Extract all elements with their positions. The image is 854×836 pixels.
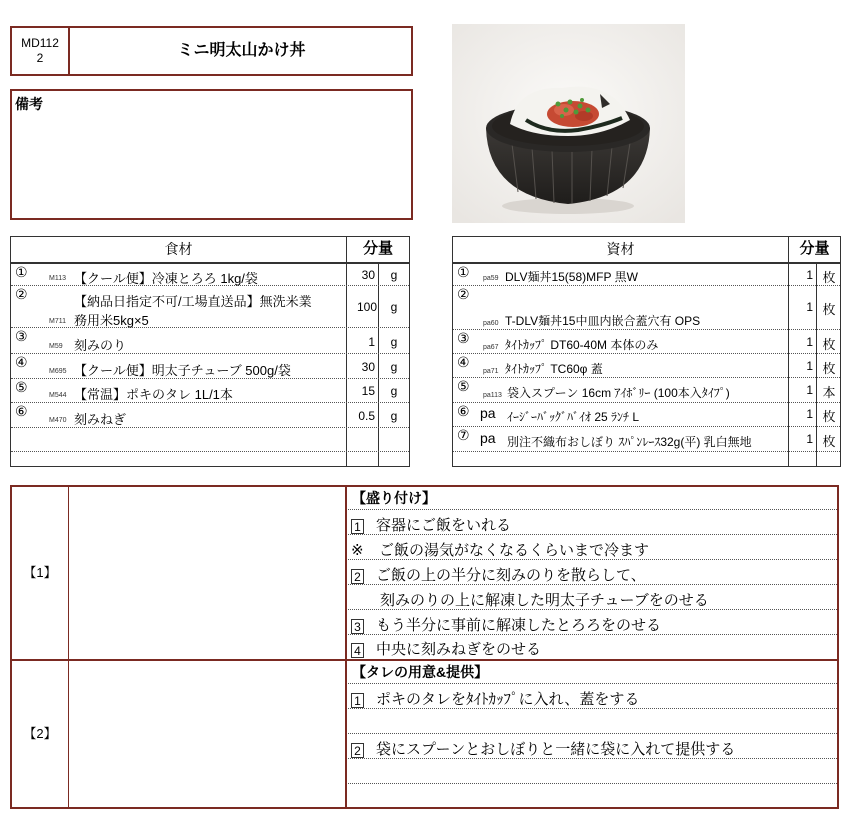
item-name-line1: 【納品日指定不可/工場直送品】無洗米業	[74, 294, 312, 309]
row-number: ④	[15, 354, 28, 370]
step-line	[351, 564, 646, 585]
item-name: ﾀｲﾄｶｯﾌﾟ DT60-40M 本体のみ	[505, 338, 659, 352]
item-code: pa	[480, 405, 496, 421]
item-name: ﾀｲﾄｶｯﾌﾟ TC60φ 蓋	[505, 362, 603, 376]
item-unit: g	[390, 409, 398, 423]
step-line	[351, 638, 541, 659]
item-unit: 枚	[822, 361, 836, 376]
item-unit: 本	[822, 385, 836, 400]
step-number: 2	[351, 569, 364, 584]
item-name: ｲｰｼﾞｰﾊﾞｯｸﾞﾊﾞｲｵ 25 ﾗﾝﾁ L	[507, 410, 640, 424]
item-unit: 枚	[822, 302, 836, 317]
remarks-box	[10, 89, 413, 220]
recipe-code-line1: MD112	[21, 36, 59, 50]
step-label: 【2】	[23, 726, 57, 741]
recipe-header	[10, 26, 413, 76]
item-unit: 枚	[822, 409, 836, 424]
step-line	[380, 589, 709, 610]
step-text: もう半分に事前に解凍したとろろをのせる	[376, 617, 662, 634]
item-unit: 枚	[822, 337, 836, 352]
item-code: M695	[49, 368, 67, 375]
item-qty: 100	[356, 300, 377, 314]
recipe-code-line2: 2	[36, 51, 44, 65]
item-qty: 15	[361, 384, 375, 398]
materials-header-qty: 分量	[799, 240, 830, 257]
step-text: 袋にスプーンとおしぼりと一緒に袋に入れて提供する	[376, 741, 736, 758]
item-name: 【クール便】明太子チューブ 500g/袋	[74, 363, 291, 378]
step-text: ご飯の上の半分に刻みのりを散らして、	[376, 567, 646, 584]
item-unit: 枚	[822, 270, 836, 285]
item-code: M470	[49, 417, 67, 424]
ingredients-header-name: 食材	[164, 241, 193, 257]
item-code: M711	[49, 318, 66, 325]
item-name: 【常温】ポキのタレ 1L/1本	[74, 387, 233, 402]
item-name: 刻みのり	[74, 338, 127, 353]
step-instructions	[348, 487, 837, 659]
item-unit: g	[390, 335, 398, 349]
step-line	[351, 738, 735, 759]
item-name-line2: 務用米5kg×5	[74, 313, 149, 328]
item-unit: g	[390, 300, 398, 314]
materials-header-name: 資材	[606, 241, 635, 257]
item-code: pa60	[483, 320, 499, 327]
item-qty: 1	[806, 300, 813, 314]
item-code: M113	[49, 275, 66, 282]
item-qty: 30	[361, 360, 375, 374]
item-qty: 1	[806, 432, 813, 446]
step-heading: 【タレの用意&提供】	[352, 664, 489, 680]
item-name: DLV麺丼15(58)MFP 黒W	[505, 270, 638, 284]
step-text: ポキのタレをﾀｲﾄｶｯﾌﾟに入れ、蓋をする	[376, 691, 640, 708]
ingredients-header-qty: 分量	[362, 240, 393, 257]
row-number: ⑥	[457, 403, 470, 419]
item-code: pa	[480, 430, 496, 446]
item-unit: 枚	[822, 434, 836, 449]
step-line	[351, 614, 661, 635]
row-number: ②	[15, 286, 28, 302]
item-name: 【クール便】冷凍とろろ 1kg/袋	[74, 271, 258, 286]
item-code: M59	[49, 343, 63, 350]
step-label: 【1】	[23, 565, 57, 580]
row-number: ④	[457, 354, 470, 370]
dish-photo	[452, 24, 685, 223]
item-name: 別注不織布おしぼり ｽﾊﾟﾝﾚｰｽ32g(平) 乳白無地	[507, 435, 752, 449]
materials-table	[452, 236, 841, 467]
row-number: ①	[457, 264, 470, 280]
ingredients-table	[10, 236, 410, 467]
note-mark: ※	[351, 542, 364, 559]
item-qty: 30	[361, 268, 375, 282]
recipe-title: ミニ明太山かけ丼	[177, 42, 306, 59]
item-code: pa59	[483, 275, 499, 282]
item-code: pa67	[483, 344, 499, 351]
item-qty: 1	[806, 407, 813, 421]
item-qty: 1	[368, 335, 375, 349]
row-number: ⑤	[15, 379, 28, 395]
step-text: 容器にご飯をいれる	[376, 517, 512, 534]
row-number: ⑤	[457, 378, 470, 394]
item-qty: 1	[806, 335, 813, 349]
item-code: pa71	[483, 368, 499, 375]
step-number: 4	[351, 643, 364, 658]
step-number: 2	[351, 743, 364, 758]
row-number: ③	[457, 330, 470, 346]
item-name: T-DLV麺丼15中皿内嵌合蓋穴有 OPS	[505, 314, 701, 328]
row-number: ⑥	[15, 403, 28, 419]
row-number: ②	[457, 286, 470, 302]
procedure-table	[10, 485, 839, 809]
step-text: ご飯の湯気がなくなるくらいまで冷ます	[379, 542, 650, 559]
rice-bowl-photo-icon	[452, 24, 685, 223]
row-number: ①	[15, 264, 28, 280]
recipe-code-cell	[12, 28, 70, 74]
item-code: M544	[49, 392, 67, 399]
step-heading: 【盛り付け】	[352, 490, 436, 506]
item-qty: 1	[806, 268, 813, 282]
step-line	[351, 688, 639, 709]
step-line	[351, 514, 511, 535]
step-text: 中央に刻みねぎをのせる	[376, 641, 542, 658]
row-number: ③	[15, 328, 28, 344]
item-code: pa113	[483, 392, 502, 399]
step-number: 1	[351, 519, 364, 534]
item-unit: g	[390, 268, 398, 282]
item-qty: 0.5	[358, 409, 375, 423]
row-number: ⑦	[457, 427, 470, 443]
item-unit: g	[390, 384, 398, 398]
item-name: 刻みねぎ	[74, 412, 127, 427]
step-number: 1	[351, 693, 364, 708]
step-line	[351, 539, 649, 560]
step-instructions	[348, 661, 837, 807]
step-number: 3	[351, 619, 364, 634]
remarks-label: 備考	[15, 96, 43, 112]
item-unit: g	[390, 360, 398, 374]
item-qty: 1	[806, 383, 813, 397]
item-name: 袋入スプーン 16cm ｱｲﾎﾞﾘｰ (100本入ﾀｲﾌﾟ)	[507, 386, 730, 400]
item-qty: 1	[806, 359, 813, 373]
step-text: 刻みのりの上に解凍した明太子チューブをのせる	[380, 592, 709, 609]
